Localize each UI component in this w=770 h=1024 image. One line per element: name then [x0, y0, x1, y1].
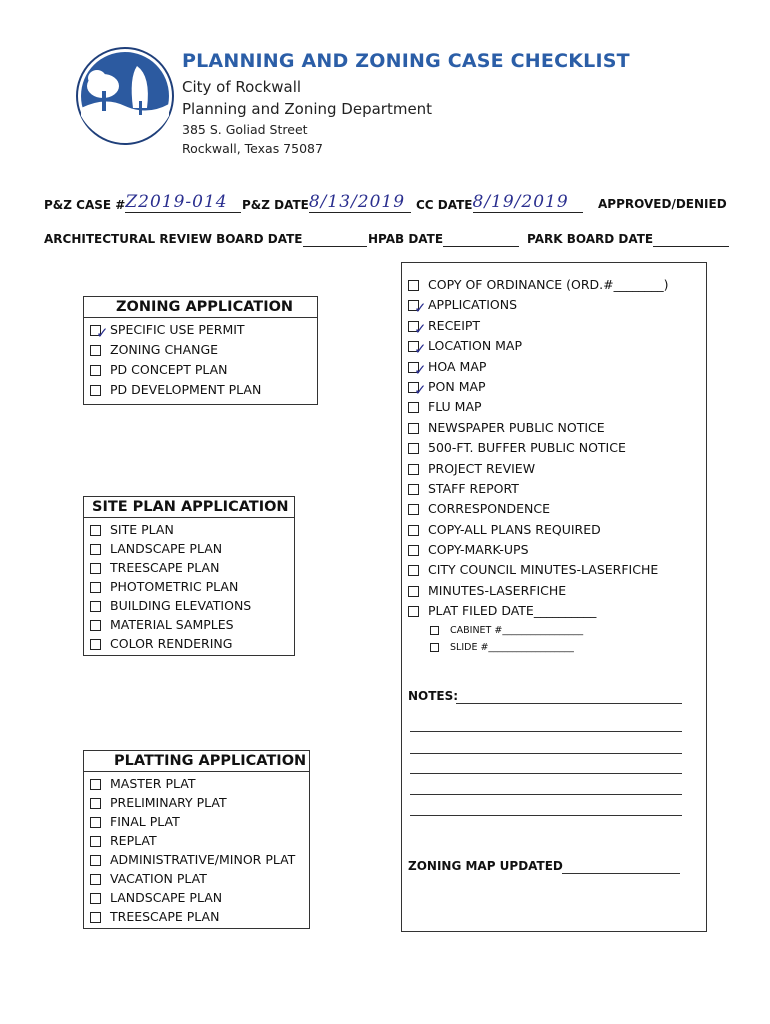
site-plan-item	[84, 577, 294, 596]
checkbox[interactable]	[408, 280, 419, 291]
checkbox[interactable]	[408, 423, 419, 434]
platting-item-label: PRELIMINARY PLAT	[110, 795, 227, 810]
site-plan-item-label: BUILDING ELEVATIONS	[110, 598, 252, 613]
site-plan-item	[84, 596, 294, 615]
checkbox[interactable]	[408, 319, 427, 338]
zoning-map-updated-field[interactable]	[562, 873, 680, 874]
platting-item	[84, 812, 309, 831]
platting-item	[84, 850, 309, 869]
site-plan-item-label: LANDSCAPE PLAN	[110, 541, 223, 556]
checklist-sub-item	[402, 639, 706, 656]
zoning-application-box	[83, 296, 318, 405]
zoning-application-title: ZONING APPLICATION	[84, 297, 317, 318]
checklist-item	[402, 295, 706, 318]
notes-line[interactable]	[410, 773, 682, 774]
platting-item-label: ADMINISTRATIVE/MINOR PLAT	[110, 852, 296, 867]
zoning-item-label: ZONING CHANGE	[110, 342, 219, 357]
checklist-item	[402, 275, 706, 295]
checkbox[interactable]	[90, 563, 101, 574]
platting-item	[84, 888, 309, 907]
checkbox[interactable]	[408, 464, 419, 475]
checkbox[interactable]	[90, 385, 101, 396]
checklist-item	[402, 601, 706, 621]
checklist-sub-item-label: CABINET #_________________	[450, 624, 584, 636]
site-plan-item	[84, 558, 294, 577]
checklist-item	[402, 479, 706, 499]
platting-item-label: FINAL PLAT	[110, 814, 180, 829]
checklist-item-label: STAFF REPORT	[428, 480, 519, 496]
notes-line[interactable]	[456, 703, 682, 704]
pz-case-field[interactable]	[125, 192, 241, 213]
platting-item-label: REPLAT	[110, 833, 157, 848]
city-logo	[75, 46, 175, 146]
checkbox[interactable]	[408, 402, 419, 413]
checkbox[interactable]	[408, 299, 427, 318]
park-board-date-field[interactable]	[653, 233, 729, 247]
pz-date-field[interactable]	[309, 192, 411, 213]
checklist-item	[402, 438, 706, 458]
cc-date-label: CC DATE	[416, 198, 473, 212]
checkmark-icon: ✓	[414, 319, 427, 338]
notes-line[interactable]	[410, 815, 682, 816]
hpab-date-label: HPAB DATE	[368, 232, 444, 246]
checklist-item	[402, 520, 706, 540]
zoning-item	[84, 380, 317, 400]
platting-application-box	[83, 750, 310, 929]
checkbox[interactable]	[408, 606, 419, 617]
checkmark-icon: ✓	[414, 360, 427, 379]
pz-case-label: P&Z CASE #	[44, 198, 126, 212]
site-plan-item	[84, 520, 294, 539]
checklist-item-label: RECEIPT	[428, 317, 481, 333]
platting-item	[84, 907, 309, 926]
checkbox[interactable]	[90, 639, 101, 650]
checkbox[interactable]	[408, 340, 427, 359]
site-plan-item-label: PHOTOMETRIC PLAN	[110, 579, 239, 594]
checkbox[interactable]	[90, 544, 101, 555]
arb-date-group	[44, 228, 367, 247]
checklist-item-label: PLAT FILED DATE__________	[428, 603, 597, 619]
checklist-item-label: 500-FT. BUFFER PUBLIC NOTICE	[428, 440, 626, 456]
checkmark-icon: ✓	[96, 324, 109, 342]
checklist-item	[402, 581, 706, 601]
checklist-item	[402, 418, 706, 438]
platting-item-label: TREESCAPE PLAN	[110, 909, 220, 924]
checklist-item-label: HOA MAP	[428, 358, 487, 374]
checkbox[interactable]	[90, 836, 101, 847]
checkbox[interactable]	[408, 565, 419, 576]
checkbox[interactable]	[408, 443, 419, 454]
arb-date-label: ARCHITECTURAL REVIEW BOARD DATE	[44, 232, 303, 246]
cc-date-group	[416, 192, 583, 216]
checklist-item	[402, 377, 706, 397]
zoning-item-label: SPECIFIC USE PERMIT	[110, 322, 245, 337]
notes-line[interactable]	[410, 731, 682, 732]
checkbox[interactable]	[90, 601, 101, 612]
site-plan-item-label: COLOR RENDERING	[110, 636, 233, 651]
checklist-item-label: PROJECT REVIEW	[428, 460, 536, 476]
hpab-date-group	[368, 228, 519, 247]
zoning-item	[84, 360, 317, 380]
address-line-1: 385 S. Goliad Street	[182, 122, 308, 137]
site-plan-item-label: TREESCAPE PLAN	[110, 560, 220, 575]
checkbox[interactable]	[408, 545, 419, 556]
platting-item-label: VACATION PLAT	[110, 871, 207, 886]
checkbox[interactable]	[90, 345, 101, 356]
checkbox[interactable]	[408, 360, 427, 379]
site-plan-application-box	[83, 496, 295, 656]
checklist-item	[402, 459, 706, 479]
pz-date-value: 8/13/2019	[308, 192, 406, 212]
checkmark-icon: ✓	[414, 299, 427, 318]
platting-item	[84, 831, 309, 850]
hpab-date-field[interactable]	[443, 233, 519, 247]
cc-date-field[interactable]	[473, 192, 583, 213]
city-name: City of Rockwall	[182, 78, 302, 96]
checkmark-icon: ✓	[414, 340, 427, 359]
checkbox[interactable]	[90, 798, 101, 809]
address-line-2: Rockwall, Texas 75087	[182, 141, 323, 156]
checkbox[interactable]	[408, 525, 419, 536]
site-plan-application-title: SITE PLAN APPLICATION	[84, 497, 294, 518]
checkbox[interactable]	[430, 643, 439, 652]
park-board-date-group	[527, 228, 729, 247]
checklist-sub-item	[402, 622, 706, 639]
checkbox[interactable]	[430, 626, 439, 635]
page-title: PLANNING AND ZONING CASE CHECKLIST	[182, 50, 630, 72]
checkbox[interactable]	[408, 484, 419, 495]
checklist-item	[402, 499, 706, 519]
site-plan-item	[84, 539, 294, 558]
checklist-item-label: NEWSPAPER PUBLIC NOTICE	[428, 419, 605, 435]
checklist-sub-item-label: SLIDE #__________________	[450, 641, 574, 653]
document-checklist-box	[401, 262, 707, 932]
notes-line[interactable]	[410, 794, 682, 795]
pz-case-value: Z2019-014	[125, 192, 228, 212]
checkbox[interactable]	[90, 582, 101, 593]
platting-item	[84, 793, 309, 812]
checkbox[interactable]	[408, 380, 427, 399]
checklist-item	[402, 357, 706, 377]
cc-date-value: 8/19/2019	[472, 192, 569, 212]
checklist-item	[402, 316, 706, 336]
checklist-item-label: COPY OF ORDINANCE (ORD.#________)	[428, 277, 669, 292]
zoning-item-label: PD DEVELOPMENT PLAN	[110, 382, 262, 397]
checkbox[interactable]	[408, 586, 419, 597]
checkbox[interactable]	[90, 912, 101, 923]
arb-date-field[interactable]	[303, 233, 367, 247]
platting-item-label: LANDSCAPE PLAN	[110, 890, 223, 905]
checkbox[interactable]	[90, 620, 101, 631]
zoning-item	[84, 320, 317, 340]
park-board-date-label: PARK BOARD DATE	[527, 232, 654, 246]
checklist-item-label: MINUTES-LASERFICHE	[428, 582, 567, 598]
approved-denied-label: APPROVED/DENIED	[598, 197, 727, 211]
zoning-item-label: PD CONCEPT PLAN	[110, 362, 228, 377]
zoning-item	[84, 340, 317, 360]
checklist-item-label: APPLICATIONS	[428, 297, 518, 313]
platting-item	[84, 869, 309, 888]
checklist-item	[402, 560, 706, 580]
case-row	[44, 192, 241, 216]
checkbox[interactable]	[90, 874, 101, 885]
site-plan-item-label: SITE PLAN	[110, 522, 174, 537]
checklist-item-label: COPY-MARK-UPS	[428, 542, 529, 558]
site-plan-item	[84, 634, 294, 653]
checklist-item	[402, 540, 706, 560]
checkbox[interactable]	[408, 504, 419, 515]
checkbox[interactable]	[90, 893, 101, 904]
notes-line[interactable]	[410, 753, 682, 754]
zoning-map-updated-label: ZONING MAP UPDATED	[408, 859, 563, 873]
checkbox[interactable]	[90, 855, 101, 866]
checkbox[interactable]	[90, 817, 101, 828]
checklist-item-label: LOCATION MAP	[428, 338, 523, 354]
platting-item-label: MASTER PLAT	[110, 776, 196, 791]
pz-date-group	[242, 192, 411, 216]
platting-item	[84, 774, 309, 793]
pz-date-label: P&Z DATE	[242, 198, 309, 212]
checkbox[interactable]	[90, 324, 109, 342]
checklist-item	[402, 336, 706, 359]
checkbox[interactable]	[90, 365, 101, 376]
checklist-item-label: COPY-ALL PLANS REQUIRED	[428, 521, 601, 537]
checklist-item-label: PON MAP	[428, 378, 486, 394]
notes-label: NOTES:	[408, 689, 459, 703]
site-plan-item-label: MATERIAL SAMPLES	[110, 617, 234, 632]
checkmark-icon: ✓	[414, 380, 427, 399]
department-name: Planning and Zoning Department	[182, 100, 433, 118]
platting-application-title: PLATTING APPLICATION	[84, 751, 309, 772]
site-plan-item	[84, 615, 294, 634]
checklist-item-label: CITY COUNCIL MINUTES-LASERFICHE	[428, 562, 659, 578]
checklist-item	[402, 397, 706, 417]
checklist-item-label: CORRESPONDENCE	[428, 501, 550, 517]
checkbox[interactable]	[90, 525, 101, 536]
checkbox[interactable]	[90, 779, 101, 790]
checklist-item-label: FLU MAP	[428, 399, 482, 415]
